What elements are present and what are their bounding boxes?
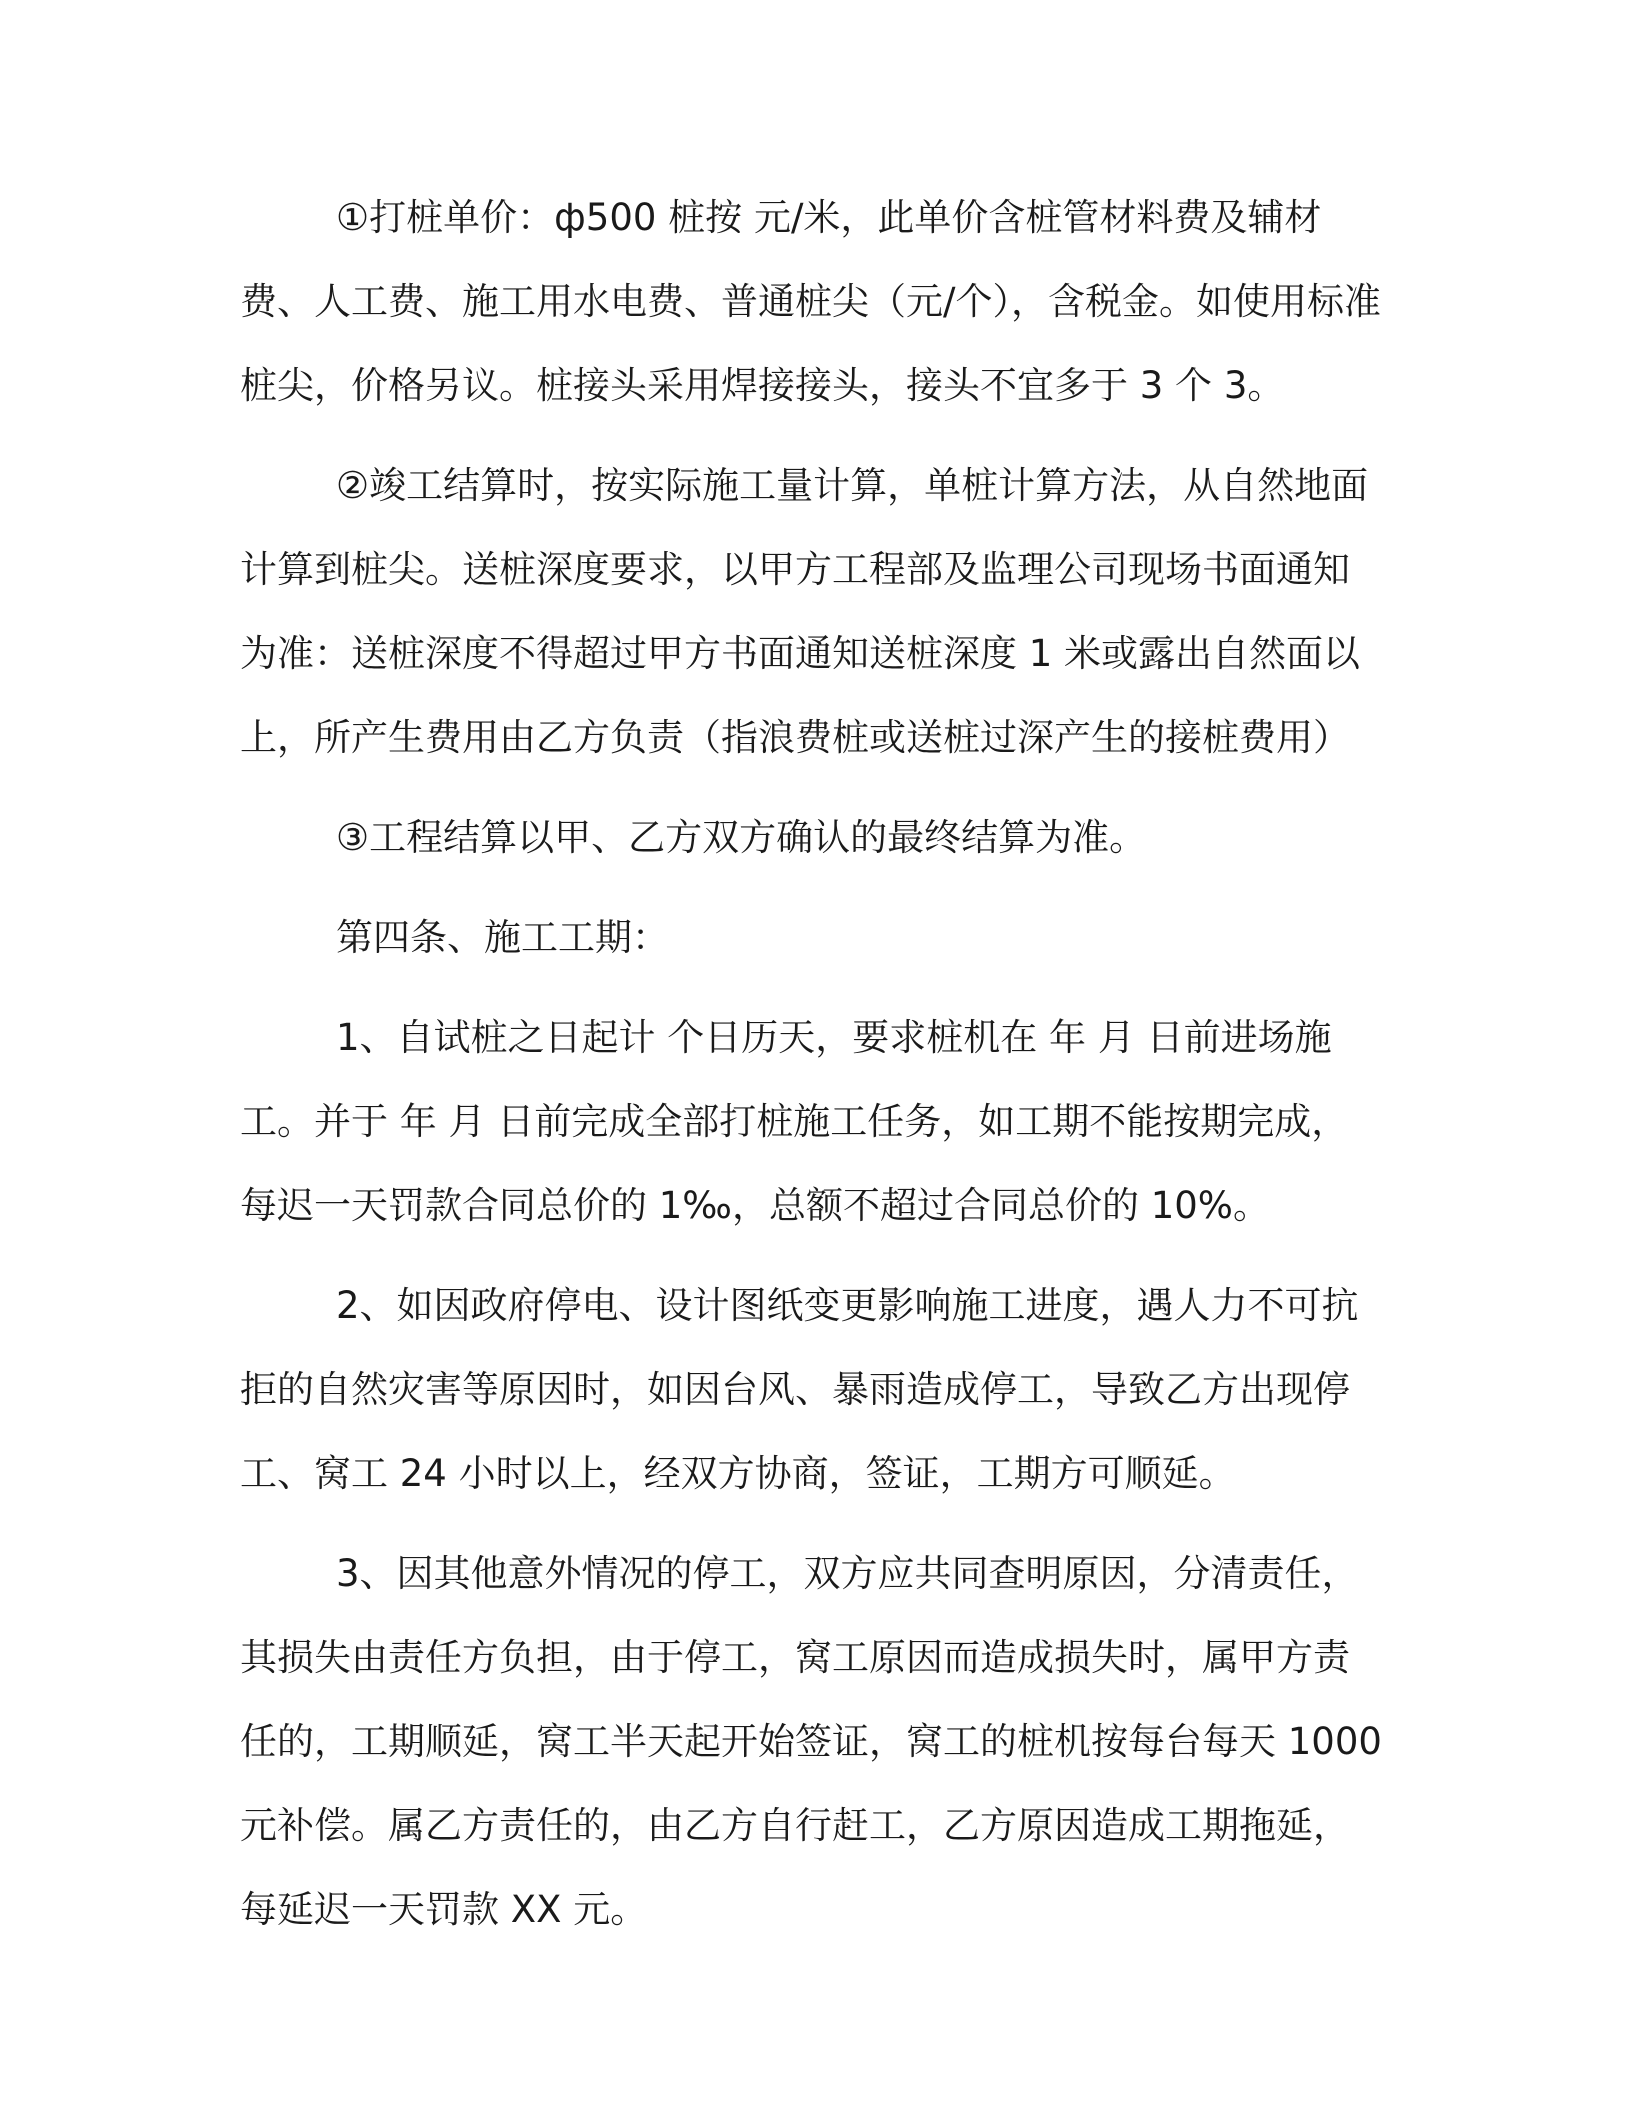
paragraph-period-clause-1: 1、自试桩之日起计 个日历天，要求桩机在 年 月 日前进场施工。并于 年 月 日前完成全部打桩施工任务，如工期不能按期完成，每迟一天罚款合同总价的 1‰，总额不超过合同总价的 10%。 xyxy=(240,1016,1349,1227)
section-heading-construction-period: 第四条、施工工期： xyxy=(336,916,669,959)
paragraph-period-clause-2: 2、如因政府停电、设计图纸变更影响施工进度，遇人力不可抗拒的自然灾害等原因时，如因台风、暴雨造成停工，导致乙方出现停工、窝工 24 小时以上，经双方协商，签证，工期方可顺延。 xyxy=(240,1284,1359,1495)
paragraph-completion-settlement: ②竣工结算时，按实际施工量计算，单桩计算方法，从自然地面计算到桩尖。送桩深度要求，以甲方工程部及监理公司现场书面通知为准：送桩深度不得超过甲方书面通知送桩深度 1 米或露出自然面以上，所产生费用由乙方负责（指浪费桩或送桩过深产生的接桩费用） xyxy=(240,464,1369,759)
document-body xyxy=(240,176,1384,1952)
paragraph-pile-unit-price: ①打桩单价：ф500 桩按 元/米，此单价含桩管材料费及辅材费、人工费、施工用水电费、普通桩尖（元/个），含税金。如使用标准桩尖，价格另议。桩接头采用焊接接头，接头不宜多于 3 个 3。 xyxy=(240,196,1381,407)
paragraph-final-settlement: ③工程结算以甲、乙方双方确认的最终结算为准。 xyxy=(336,816,1147,859)
paragraph-period-clause-3: 3、因其他意外情况的停工，双方应共同查明原因，分清责任，其损失由责任方负担，由于停工，窝工原因而造成损失时，属甲方责任的，工期顺延，窝工半天起开始签证，窝工的桩机按每台每天 1000 元补偿。属乙方责任的，由乙方自行赶工，乙方原因造成工期拖延，每延迟一天罚款 XX 元。 xyxy=(240,1552,1382,1931)
